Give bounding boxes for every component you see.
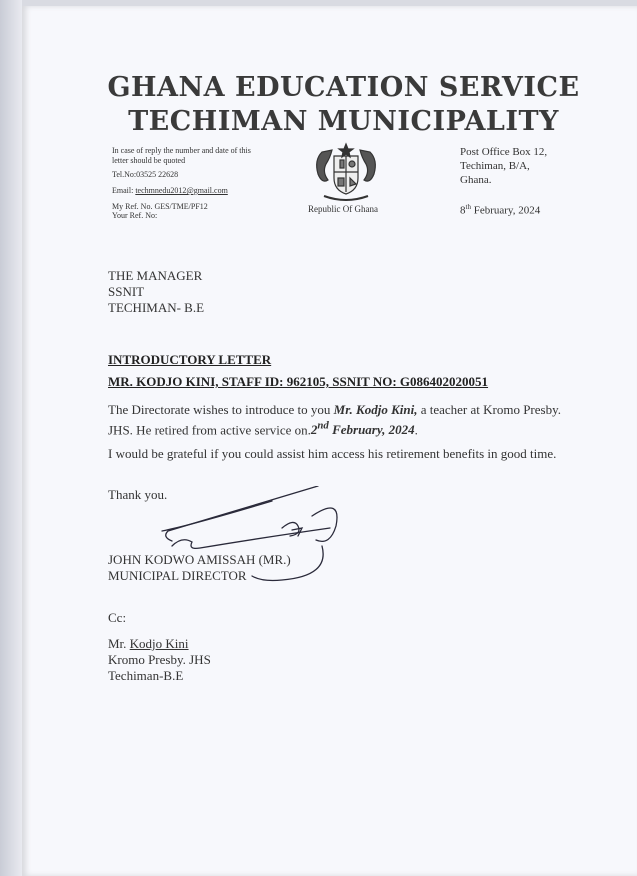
para-end: . — [414, 422, 418, 438]
cc-line: Techiman-B.E — [108, 668, 184, 683]
cc-recipient — [108, 636, 211, 684]
body-paragraph-introduction — [108, 402, 568, 438]
para-text: The Directorate wishes to introduce to you — [108, 402, 334, 417]
emblem-caption: Republic Of Ghana — [308, 204, 378, 214]
address-line: Post Office Box 12, — [460, 146, 548, 158]
your-reference: Your Ref. No: — [112, 211, 158, 220]
retire-day-suffix: nd — [317, 420, 329, 432]
coat-of-arms-emblem-icon — [310, 142, 382, 206]
cc-name-prefix: Mr. — [108, 636, 130, 651]
letterhead-subtitle: TECHIMAN MUNICIPALITY — [128, 106, 559, 137]
email-address[interactable]: techmnedu2012@gmail.com — [135, 186, 228, 195]
body-paragraph-request: I would be grateful if you could assist him access his retirement benefits in good time. — [108, 446, 557, 461]
email-line — [112, 186, 228, 196]
telephone-number: Tel.No:03525 22628 — [112, 170, 179, 179]
closing-thanks: Thank you. — [108, 487, 168, 502]
para-text: a teacher at Kromo Presby. JHS. He retired from active service on. — [108, 402, 561, 438]
addressee-line: SSNIT — [108, 284, 145, 299]
address-line: Ghana. — [460, 174, 492, 186]
cc-label: Cc: — [108, 610, 127, 625]
letter-page — [22, 6, 637, 876]
address-line: Techiman, B/A, — [460, 160, 530, 172]
date-day: 8 — [460, 204, 466, 217]
page-edge-shadow — [0, 0, 22, 876]
cc-name-line — [108, 636, 211, 652]
date-suffix: th — [465, 203, 471, 211]
addressee-line: THE MANAGER — [108, 268, 203, 283]
teacher-name: Mr. Kodjo Kini, — [333, 402, 418, 417]
subject-details: MR. KODJO KINI, STAFF ID: 962105, SSNIT NO: G086402020051 — [108, 374, 489, 389]
postal-address — [460, 145, 547, 187]
subject-heading: INTRODUCTORY LETTER — [108, 352, 272, 367]
letterhead-title: GHANA EDUCATION SERVICE — [107, 72, 580, 103]
cc-line: Kromo Presby. JHS — [108, 652, 211, 667]
cc-name: Kodjo Kini — [129, 636, 189, 651]
addressee-block — [108, 268, 204, 316]
date-month-year: February, 2024 — [470, 204, 541, 217]
my-reference: My Ref. No. GES/TME/PF12 — [112, 202, 208, 211]
signatory-name: JOHN KODWO AMISSAH (MR.) — [108, 552, 291, 567]
signatory-title: MUNICIPAL DIRECTOR — [108, 568, 247, 583]
addressee-line: TECHIMAN- B.E — [108, 300, 205, 315]
letter-date — [460, 203, 540, 217]
retire-day: 2 — [310, 422, 318, 438]
reply-note: In case of reply the number and date of this letter should be quoted — [112, 146, 251, 165]
retire-month-year: February, 2024 — [328, 422, 415, 438]
email-label: Email: — [112, 186, 134, 195]
